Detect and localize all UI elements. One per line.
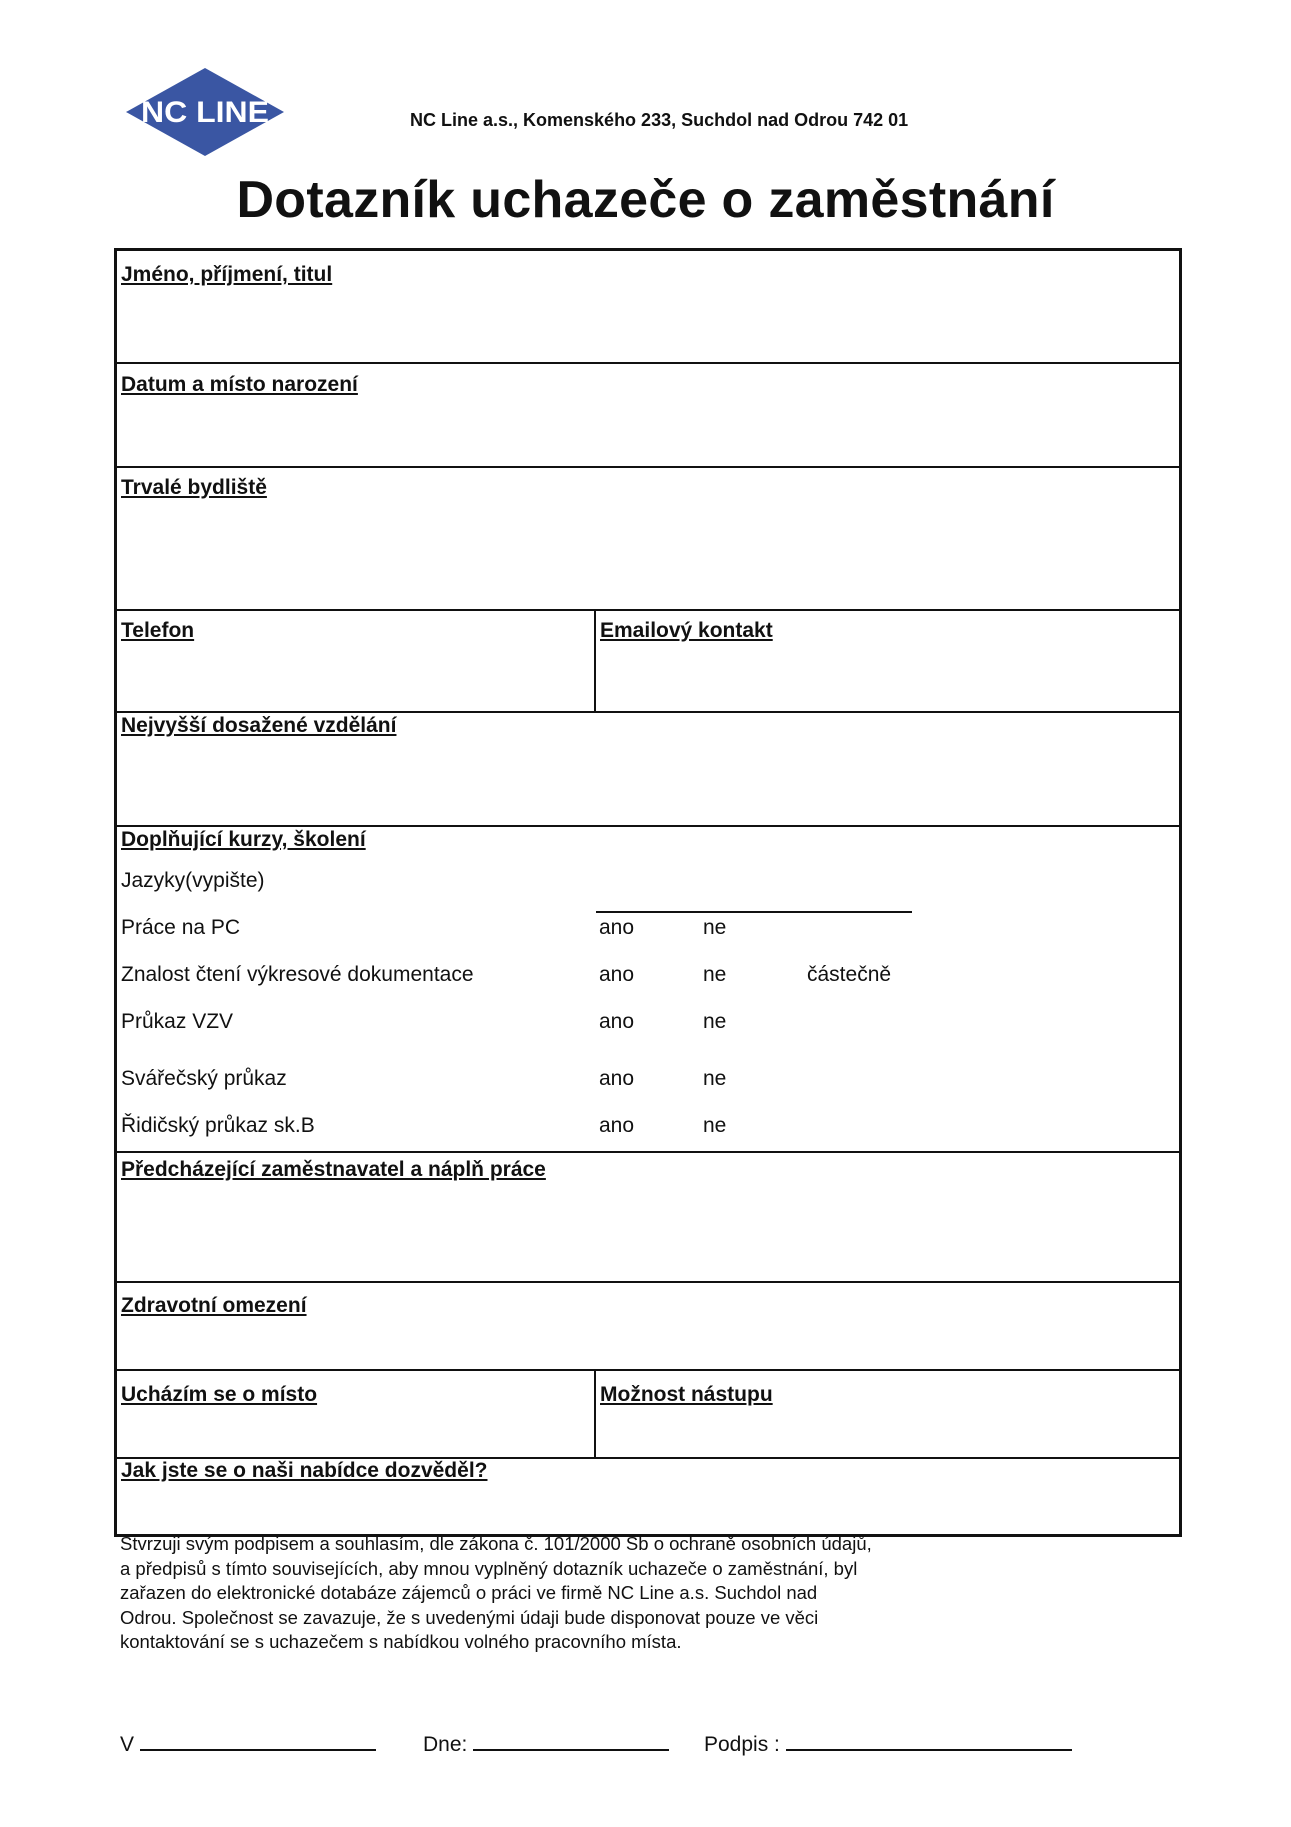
skill-vzv-no[interactable]: ne: [703, 1010, 727, 1033]
consent-line: zařazen do elektronické dotabáze zájemců o práci ve firmě NC Line a.s. Suchdol nad: [120, 1582, 818, 1603]
field-education-label: Nejvyšší dosažené vzdělání: [121, 714, 397, 737]
skill-drawings-yes[interactable]: ano: [599, 963, 635, 986]
field-position-label: Ucházím se o místo: [121, 1383, 318, 1406]
skill-drawings-partial[interactable]: částečně: [807, 963, 892, 986]
logo-text: NC LINE: [141, 96, 269, 129]
signature-date-label: Dne:: [423, 1733, 468, 1756]
consent-line: Stvrzuji svým podpisem a souhlasím, dle zákona č. 101/2000 Sb o ochraně osobních údajů,: [120, 1533, 872, 1554]
skill-welding-yes[interactable]: ano: [599, 1067, 635, 1090]
languages-blank-line: [596, 911, 912, 913]
skill-driving-no[interactable]: ne: [703, 1114, 727, 1137]
consent-text: [120, 1532, 900, 1655]
skill-vzv-yes[interactable]: ano: [599, 1010, 635, 1033]
page-title: Dotazník uchazeče o zaměstnání: [236, 171, 1055, 229]
skill-pc-no[interactable]: ne: [703, 916, 727, 939]
skill-driving-label: Řidičský průkaz sk.B: [121, 1114, 315, 1137]
skill-drawings-no[interactable]: ne: [703, 963, 727, 986]
field-name-label: Jméno, příjmení, titul: [121, 263, 333, 286]
field-source-label: Jak jste se o naši nabídce dozvěděl?: [121, 1459, 488, 1482]
skill-vzv-label: Průkaz VZV: [121, 1010, 234, 1033]
skill-driving-yes[interactable]: ano: [599, 1114, 635, 1137]
company-address: NC Line a.s., Komenského 233, Suchdol nad Odrou 742 01: [410, 110, 909, 130]
signature-place-label: V: [120, 1733, 135, 1756]
consent-line: a předpisů s tímto souvisejících, aby mnou vyplněný dotazník uchazeče o zaměstnání, byl: [120, 1557, 858, 1579]
languages-label: Jazyky(vypište): [121, 869, 265, 892]
field-email-label: Emailový kontakt: [600, 619, 773, 642]
signature-sign: [704, 1733, 1072, 1757]
signature-sign-label: Podpis :: [704, 1733, 780, 1756]
field-phone-label: Telefon: [121, 619, 195, 642]
consent-line: Odrou. Společnost se zavazuje, že s uvedenými údaji bude disponovat pouze ve věci: [120, 1606, 819, 1628]
field-birth-label: Datum a místo narození: [121, 373, 358, 396]
skill-welding-no[interactable]: ne: [703, 1067, 727, 1090]
field-courses-label: Doplňující kurzy, školení: [121, 828, 366, 851]
field-health-label: Zdravotní omezení: [121, 1294, 307, 1317]
signature-sign-blank[interactable]: [786, 1733, 1072, 1751]
skill-welding-label: Svářečský průkaz: [121, 1067, 287, 1090]
signature-place-blank[interactable]: [140, 1733, 376, 1751]
field-previous-employer-label: Předcházející zaměstnavatel a náplň práce: [121, 1158, 546, 1181]
field-start-label: Možnost nástupu: [600, 1383, 773, 1406]
signature-date: [423, 1733, 669, 1757]
field-residence-label: Trvalé bydliště: [121, 476, 267, 499]
signature-place: [120, 1733, 376, 1757]
signature-date-blank[interactable]: [473, 1733, 669, 1751]
skill-pc-yes[interactable]: ano: [599, 916, 635, 939]
application-form: [114, 248, 1182, 1537]
consent-line: kontaktování se s uchazečem s nabídkou volného pracovního místa.: [120, 1631, 682, 1652]
skill-pc-label: Práce na PC: [121, 916, 241, 939]
nc-line-logo: [124, 66, 286, 158]
skill-drawings-label: Znalost čtení výkresové dokumentace: [121, 963, 474, 986]
